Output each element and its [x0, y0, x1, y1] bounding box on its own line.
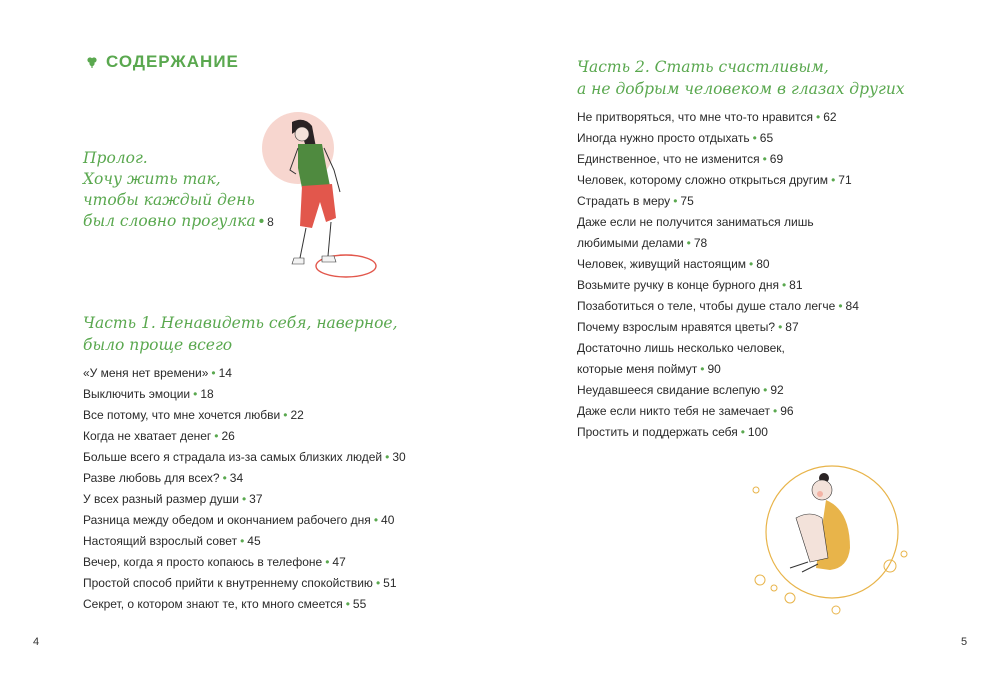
toc-page-number: 84: [845, 299, 859, 313]
toc-page-number: 100: [747, 425, 768, 439]
separator-dot: •: [241, 492, 247, 506]
toc-item-title: Все потому, что мне хочется любви: [83, 408, 281, 422]
toc-item[interactable]: [83, 489, 406, 510]
separator-dot: •: [778, 320, 783, 334]
girl-in-bubble-illustration: [750, 458, 920, 618]
separator-dot: •: [763, 383, 768, 397]
leaf-icon: [86, 56, 98, 68]
toc-item-title: Страдать в меру: [577, 194, 671, 208]
prolog-entry[interactable]: [83, 148, 293, 233]
toc-page-number: 18: [200, 387, 214, 401]
separator-dot: •: [749, 257, 754, 271]
toc-item[interactable]: [577, 422, 859, 443]
separator-dot: •: [752, 131, 757, 145]
toc-page-number: 96: [780, 404, 794, 418]
toc-item-title: Простить и поддержать себя: [577, 425, 738, 439]
separator-dot: •: [831, 173, 836, 187]
contents-heading: [86, 52, 239, 72]
toc-item[interactable]: [577, 191, 859, 212]
separator-dot: •: [781, 278, 787, 292]
toc-page-number: 65: [759, 131, 774, 145]
toc-page-number: 78: [693, 236, 708, 250]
toc-page-number: 75: [680, 194, 694, 208]
toc-item-title: Возьмите ручку в конце бурного дня: [577, 278, 779, 292]
toc-item-title: Позаботиться о теле, чтобы душе стало легче: [577, 299, 836, 313]
part1-title-line: Часть 1. Ненавидеть себя, наверное,: [83, 314, 398, 332]
toc-item[interactable]: [577, 212, 859, 254]
separator-dot: •: [838, 299, 843, 313]
toc-page-number: 69: [769, 152, 784, 166]
part1-title-line: было проще всего: [83, 336, 233, 354]
toc-item-title: Даже если не получится заниматься лишь: [577, 215, 814, 229]
part2-title-line: Часть 2. Стать счастливым,: [577, 58, 829, 76]
toc-page-number: 55: [352, 597, 367, 611]
separator-dot: •: [222, 471, 227, 485]
toc-item-title: Человек, которому сложно открыться другим: [577, 173, 829, 187]
separator-dot: •: [211, 366, 216, 380]
separator-dot: •: [345, 597, 350, 611]
toc-page-number: 45: [247, 534, 261, 548]
separator-dot: •: [214, 429, 219, 443]
prolog-line: чтобы каждый день: [83, 191, 255, 209]
toc-page-number: 14: [218, 366, 232, 380]
toc-page-number: 47: [332, 555, 346, 569]
toc-item-title: Когда не хватает денег: [83, 429, 212, 443]
toc-item-title: Разве любовь для всех?: [83, 471, 220, 485]
toc-item-title: Вечер, когда я просто копаюсь в телефоне: [83, 555, 323, 569]
toc-item[interactable]: [577, 128, 859, 149]
separator-dot: •: [258, 213, 265, 230]
toc-item[interactable]: [577, 401, 859, 422]
toc-page-number: 40: [381, 513, 395, 527]
toc-item[interactable]: [577, 275, 859, 296]
toc-page-number: 81: [789, 278, 803, 292]
toc-item-title: Иногда нужно просто отдыхать: [577, 131, 750, 145]
separator-dot: •: [762, 152, 767, 166]
part1-toc-list: [83, 363, 406, 615]
toc-item[interactable]: [577, 149, 859, 170]
toc-item[interactable]: [83, 573, 406, 594]
toc-item-title: Человек, живущий настоящим: [577, 257, 747, 271]
toc-item[interactable]: [83, 405, 406, 426]
toc-page-number: 92: [770, 383, 784, 397]
toc-item[interactable]: [577, 254, 859, 275]
part2-title: [577, 56, 907, 100]
toc-page-number: 37: [249, 492, 263, 506]
separator-dot: •: [240, 534, 245, 548]
toc-item-title: Больше всего я страдала из-за самых близких людей: [83, 450, 383, 464]
toc-item[interactable]: [83, 363, 406, 384]
toc-item-title: Простой способ прийти к внутреннему спокойствию: [83, 576, 373, 590]
toc-page-number: 71: [838, 173, 852, 187]
toc-item-title: Разница между обедом и окончанием рабочего дня: [83, 513, 371, 527]
separator-dot: •: [385, 450, 390, 464]
toc-page-number: 90: [707, 362, 721, 376]
toc-item-title: «У меня нет времени»: [83, 366, 209, 380]
toc-page-number: 62: [823, 110, 837, 124]
part2-toc-list: [577, 107, 859, 443]
toc-page-number: 51: [383, 576, 397, 590]
separator-dot: •: [773, 404, 778, 418]
toc-item[interactable]: [83, 468, 406, 489]
toc-item-title: Почему взрослым нравятся цветы?: [577, 320, 776, 334]
toc-item-title: Даже если никто тебя не замечает: [577, 404, 771, 418]
toc-item[interactable]: [577, 380, 859, 401]
toc-page-number: 34: [229, 471, 244, 485]
toc-item[interactable]: [577, 296, 859, 317]
separator-dot: •: [373, 513, 379, 527]
separator-dot: •: [283, 408, 288, 422]
toc-item[interactable]: [83, 594, 406, 615]
separator-dot: •: [740, 425, 745, 439]
toc-page-number: 22: [290, 408, 304, 422]
separator-dot: •: [193, 387, 198, 401]
page-number-right: 5: [961, 636, 968, 648]
toc-item-title: Настоящий взрослый совет: [83, 534, 238, 548]
separator-dot: •: [700, 362, 705, 376]
toc-page-number: 87: [785, 320, 799, 334]
page-number-left: 4: [33, 636, 40, 648]
toc-item[interactable]: [577, 107, 859, 128]
toc-item[interactable]: [577, 317, 859, 338]
toc-item[interactable]: [83, 447, 406, 468]
separator-dot: •: [375, 576, 381, 590]
prolog-line: Хочу жить так,: [83, 170, 221, 188]
toc-item-title-continued: любимыми делами: [577, 236, 684, 250]
part1-title: [83, 312, 403, 356]
toc-page-number: 80: [756, 257, 770, 271]
toc-item-title: У всех разный размер души: [83, 492, 239, 506]
toc-item[interactable]: [83, 384, 406, 405]
toc-item[interactable]: [83, 531, 406, 552]
toc-item-title: Секрет, о котором знают те, кто много смеется: [83, 597, 343, 611]
toc-item[interactable]: [83, 552, 406, 573]
toc-item-title: Достаточно лишь несколько человек,: [577, 341, 785, 355]
toc-item[interactable]: [577, 338, 859, 380]
prolog-line: Пролог.: [83, 149, 148, 167]
separator-dot: •: [673, 194, 678, 208]
toc-item[interactable]: [83, 426, 406, 447]
toc-item[interactable]: [577, 170, 859, 191]
toc-item-title: Единственное, что не изменится: [577, 152, 760, 166]
separator-dot: •: [815, 110, 821, 124]
toc-item-title: Неудавшееся свидание вслепую: [577, 383, 761, 397]
contents-heading-text: СОДЕРЖАНИЕ: [106, 52, 239, 71]
separator-dot: •: [325, 555, 330, 569]
toc-page-number: 30: [392, 450, 406, 464]
prolog-line: был словно прогулка: [83, 212, 256, 230]
part2-title-line: а не добрым человеком в глазах других: [577, 80, 905, 98]
toc-item-title: Не притворяться, что мне что-то нравится: [577, 110, 813, 124]
toc-item[interactable]: [83, 510, 406, 531]
toc-item-title: Выключить эмоции: [83, 387, 191, 401]
right-page: [500, 0, 1000, 677]
prolog-page-number: 8: [267, 215, 274, 229]
separator-dot: •: [686, 236, 691, 250]
toc-page-number: 26: [221, 429, 235, 443]
toc-item-title-continued: которые меня поймут: [577, 362, 698, 376]
